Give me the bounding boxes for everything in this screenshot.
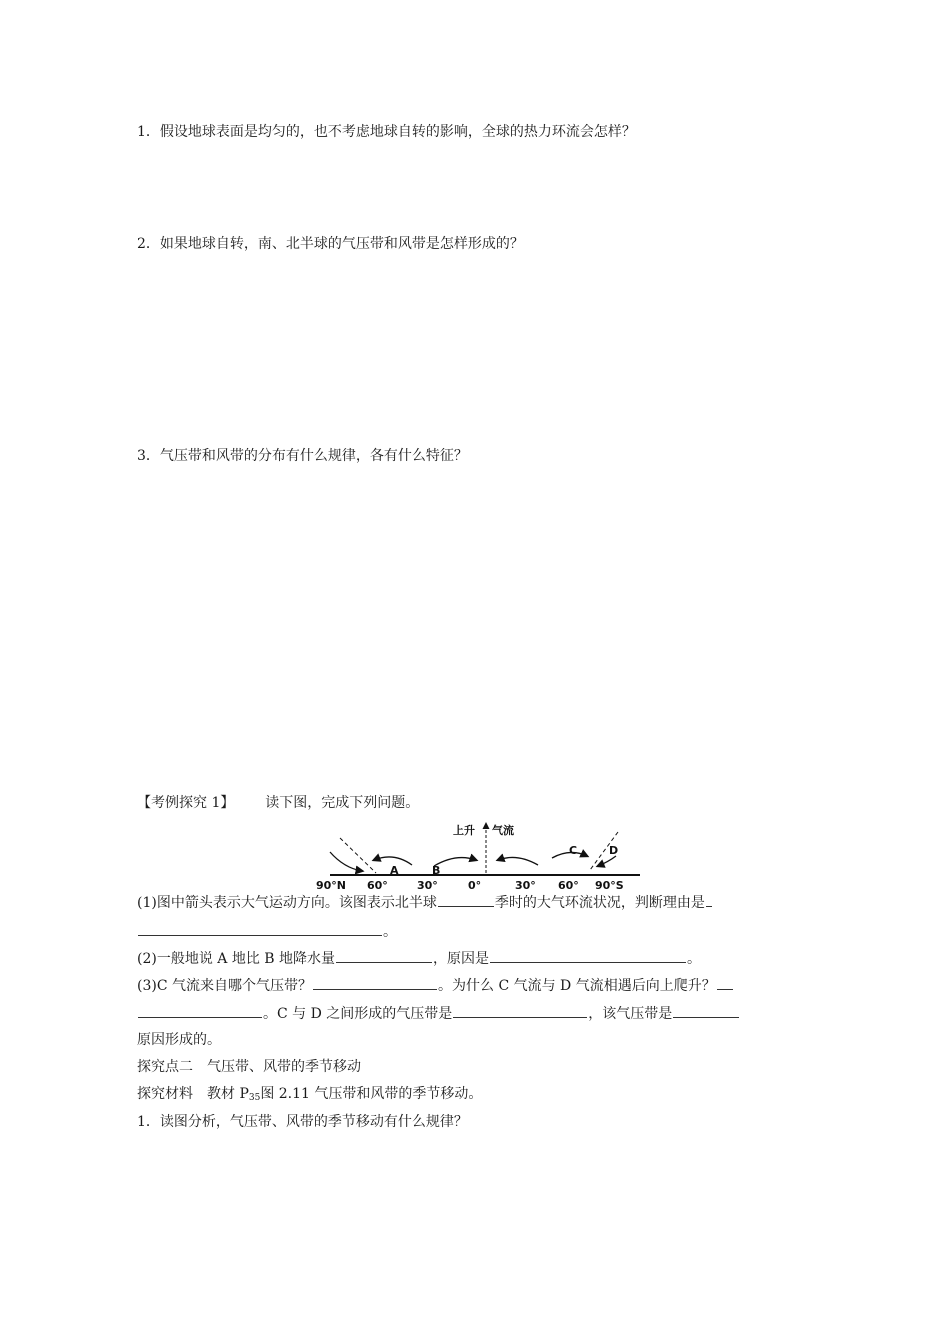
question-3: 3．气压带和风带的分布有什么规律，各有什么特征？ (137, 448, 468, 464)
example-heading-line (137, 793, 419, 813)
answer-blank-c-source[interactable] (313, 975, 437, 990)
label-rising: 上升 (453, 824, 475, 837)
tick-30-south: 30° (515, 879, 536, 892)
example-q3-line3: 原因形成的。 (137, 1032, 221, 1048)
answer-blank-season[interactable] (438, 892, 494, 907)
front-line-left (340, 838, 376, 873)
example-q1-line2: 。 (137, 921, 397, 942)
question-1: 1．假设地球表面是均匀的，也不考虑地球自转的影响，全球的热力环流会怎样？ (137, 124, 636, 140)
answer-blank-reason-start[interactable] (706, 892, 712, 907)
tick-90n: 90°N (316, 879, 347, 892)
example-q3-line1: (3)C 气流来自哪个气压带？ 。为什么 C 气流与 D 气流相遇后向上爬升？ (137, 975, 734, 996)
answer-blank-uplift-start[interactable] (717, 975, 733, 990)
section2-question-1: 1．读图分析，气压带、风带的季节移动有什么规律？ (137, 1114, 468, 1130)
section2-title: 探究点二 气压带、风带的季节移动 (137, 1059, 361, 1075)
label-airflow: 气流 (492, 824, 514, 837)
question-2: 2．如果地球自转，南、北半球的气压带和风带是怎样形成的？ (137, 236, 524, 252)
tick-0: 0° (468, 879, 482, 892)
tick-30-north: 30° (417, 879, 438, 892)
example-q2-line: (2)一般地说 A 地比 B 地降水量 ，原因是 。 (137, 948, 701, 969)
answer-blank-cause[interactable] (490, 948, 686, 963)
label-d: D (609, 844, 619, 857)
answer-blank-uplift[interactable] (138, 1003, 262, 1018)
answer-blank-formation[interactable] (673, 1003, 739, 1018)
answer-blank-pressure-belt[interactable] (453, 1003, 587, 1018)
label-b: B (432, 864, 441, 877)
label-a: A (390, 864, 399, 877)
arrow-6 (598, 856, 616, 866)
example-heading: 【考例探究 1】 (137, 795, 235, 811)
answer-blank-reason[interactable] (138, 921, 382, 936)
arrow-4 (498, 857, 538, 865)
example-q1-line1: (1)图中箭头表示大气运动方向。该图表示北半球 季时的大气环流状况，判断理由是 (137, 892, 713, 913)
tick-60-south: 60° (558, 879, 579, 892)
section2-material: 探究材料 教材 $P_{35}$图 2.11 气压带和风带的季节移动。 (137, 1086, 483, 1103)
atmospheric-circulation-diagram (310, 818, 650, 892)
tick-60-north: 60° (367, 879, 388, 892)
label-c: C (569, 844, 578, 857)
example-q3-line2: 。C 与 D 之间形成的气压带是 ，该气压带是 (137, 1003, 740, 1024)
tick-90s: 90°S (595, 879, 624, 892)
answer-blank-precipitation[interactable] (336, 948, 432, 963)
example-instruction: 读下图，完成下列问题。 (265, 795, 420, 811)
